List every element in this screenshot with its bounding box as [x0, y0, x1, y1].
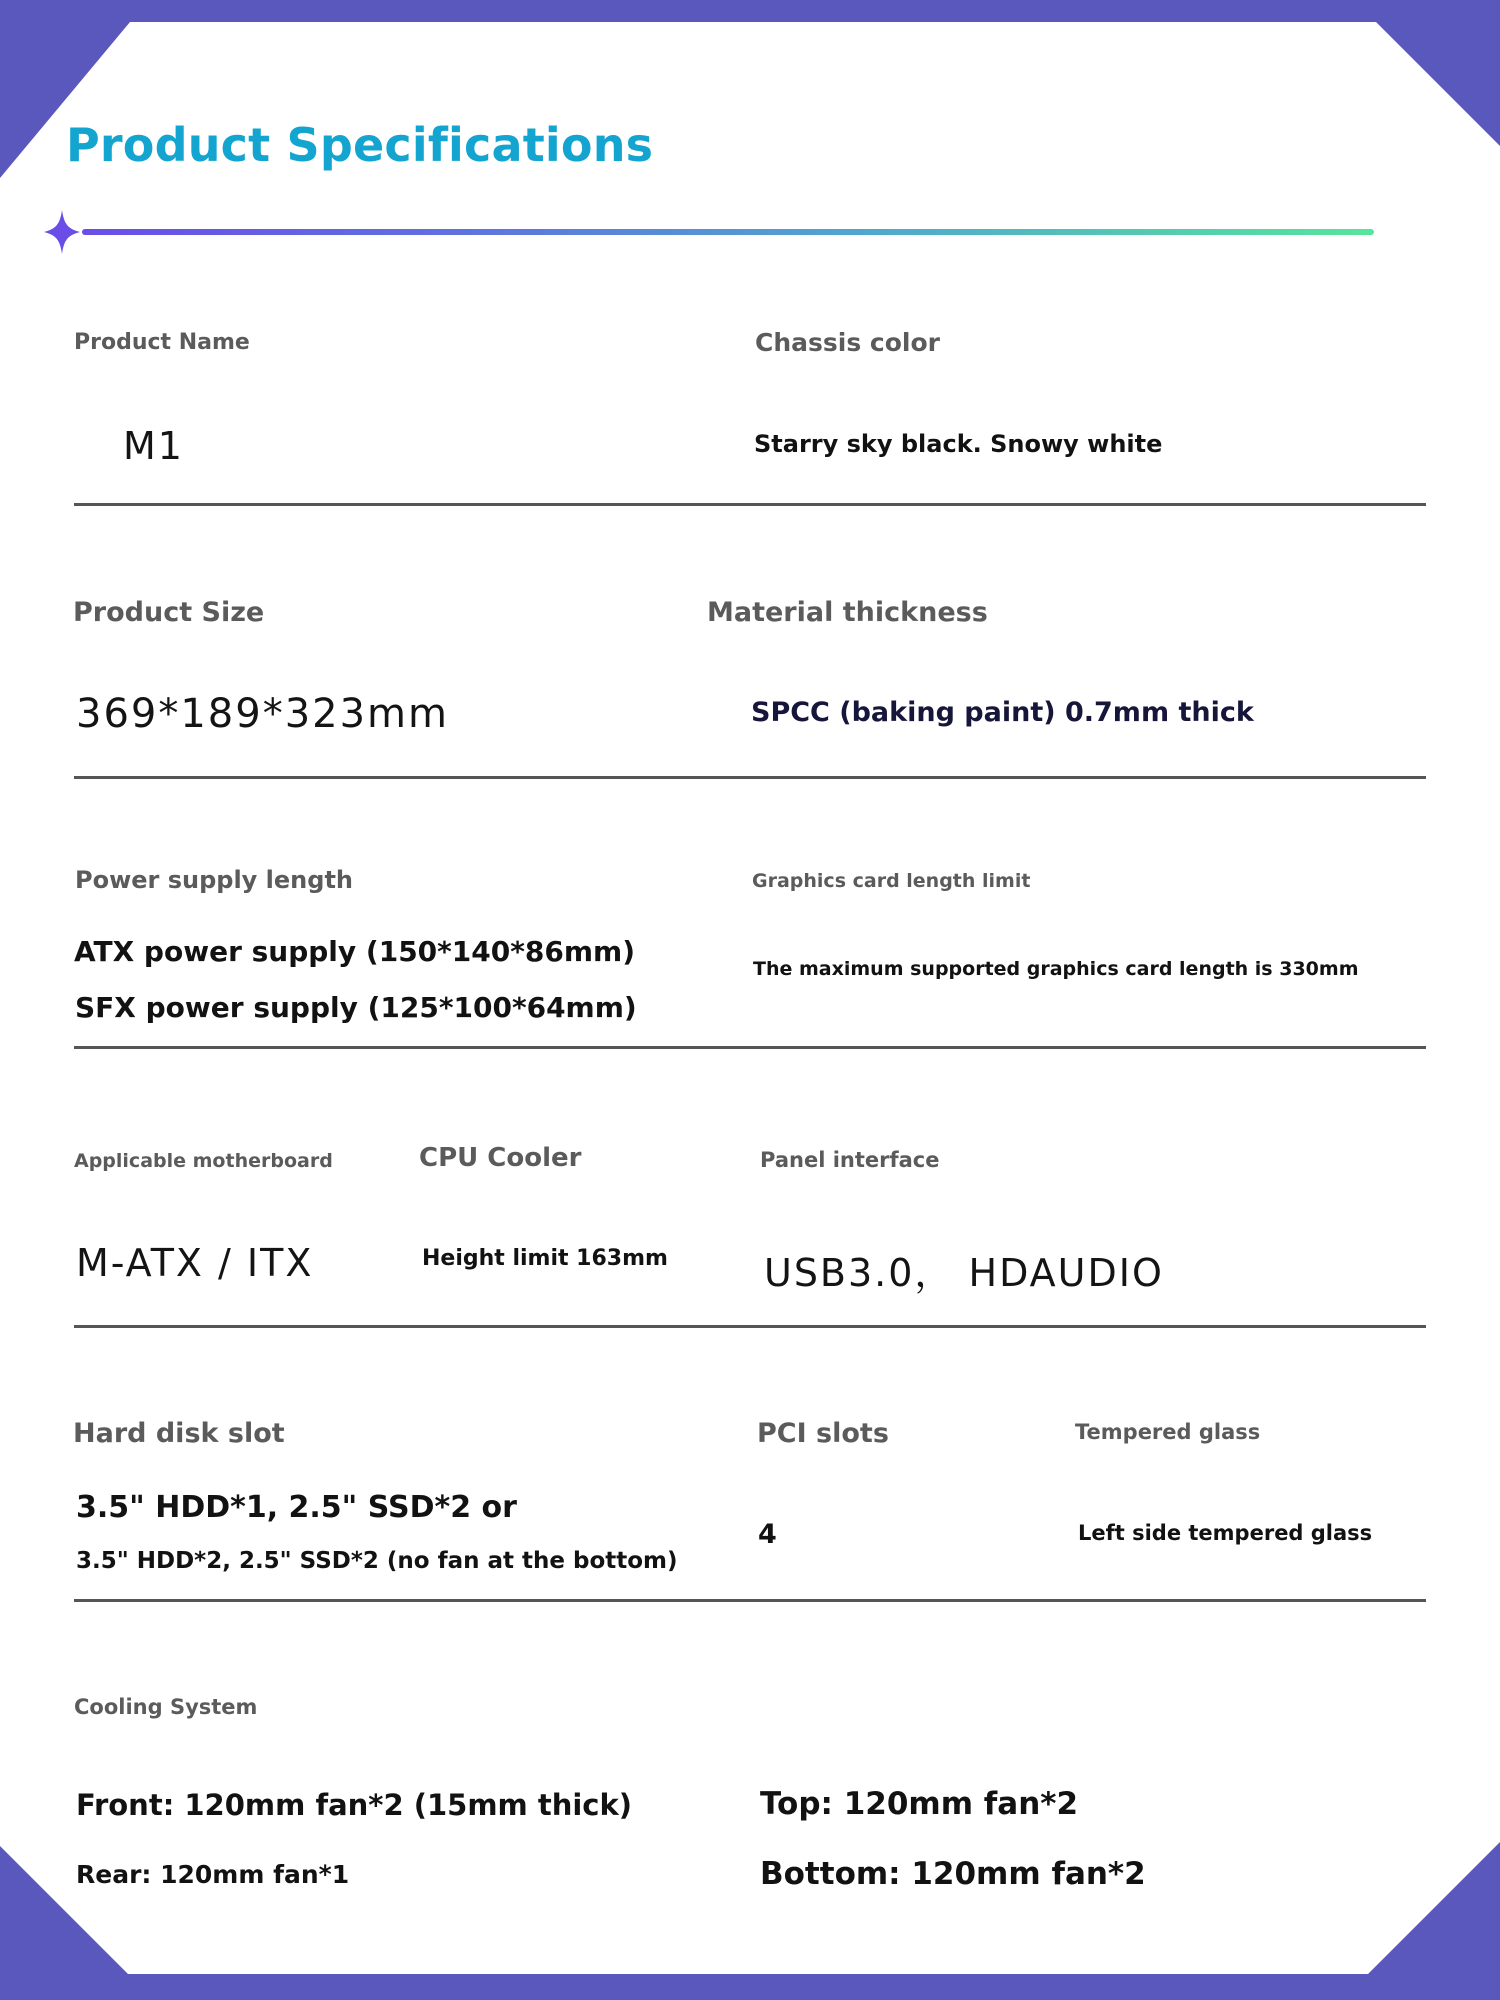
divider-3 [74, 1046, 1426, 1049]
cpu-cooler-value: Height limit 163mm [422, 1246, 668, 1271]
cooling-bottom-value: Bottom: 120mm fan*2 [760, 1856, 1146, 1892]
cooling-system-label: Cooling System [74, 1695, 258, 1719]
chassis-color-label: Chassis color [755, 328, 940, 357]
power-supply-length-label: Power supply length [75, 866, 354, 894]
panel-interface-value: USB3.0， HDAUDIO [764, 1251, 1164, 1295]
hard-disk-slot-value-2: 3.5" HDD*2, 2.5" SSD*2 (no fan at the bottom) [76, 1548, 678, 1574]
hard-disk-slot-value-1: 3.5" HDD*1, 2.5" SSD*2 or [76, 1490, 517, 1525]
chassis-color-value: Starry sky black. Snowy white [754, 430, 1163, 458]
divider-4 [74, 1325, 1426, 1328]
product-name-value: M1 [123, 424, 184, 468]
tempered-glass-label: Tempered glass [1075, 1420, 1261, 1444]
material-thickness-value: SPCC (baking paint) 0.7mm thick [751, 697, 1254, 728]
product-size-label: Product Size [73, 597, 265, 628]
cooling-front-value: Front: 120mm fan*2 (15mm thick) [76, 1788, 633, 1822]
divider-5 [74, 1599, 1426, 1602]
atx-power-supply-value: ATX power supply (150*140*86mm) [74, 935, 635, 968]
divider-2 [74, 776, 1426, 779]
product-name-label: Product Name [74, 330, 250, 355]
divider-1 [74, 503, 1426, 506]
pci-slots-value: 4 [758, 1519, 777, 1550]
applicable-motherboard-label: Applicable motherboard [74, 1150, 333, 1172]
page-title: Product Specifications [66, 118, 654, 172]
motherboard-value: M-ATX / ITX [76, 1241, 314, 1285]
gradient-divider [82, 229, 1374, 235]
cooling-top-value: Top: 120mm fan*2 [760, 1786, 1079, 1822]
tempered-glass-value: Left side tempered glass [1078, 1521, 1373, 1545]
sparkle-star-icon [44, 210, 80, 254]
graphics-card-length-label: Graphics card length limit [752, 870, 1031, 892]
cpu-cooler-label: CPU Cooler [419, 1143, 582, 1173]
hard-disk-slot-label: Hard disk slot [73, 1418, 285, 1449]
graphics-card-length-value: The maximum supported graphics card length is 330mm [753, 958, 1359, 980]
pci-slots-label: PCI slots [757, 1418, 889, 1449]
material-thickness-label: Material thickness [707, 597, 988, 628]
product-size-value: 369*189*323mm [76, 691, 449, 737]
sfx-power-supply-value: SFX power supply (125*100*64mm) [75, 991, 637, 1024]
cooling-rear-value: Rear: 120mm fan*1 [76, 1860, 350, 1889]
panel-interface-label: Panel interface [760, 1148, 940, 1172]
